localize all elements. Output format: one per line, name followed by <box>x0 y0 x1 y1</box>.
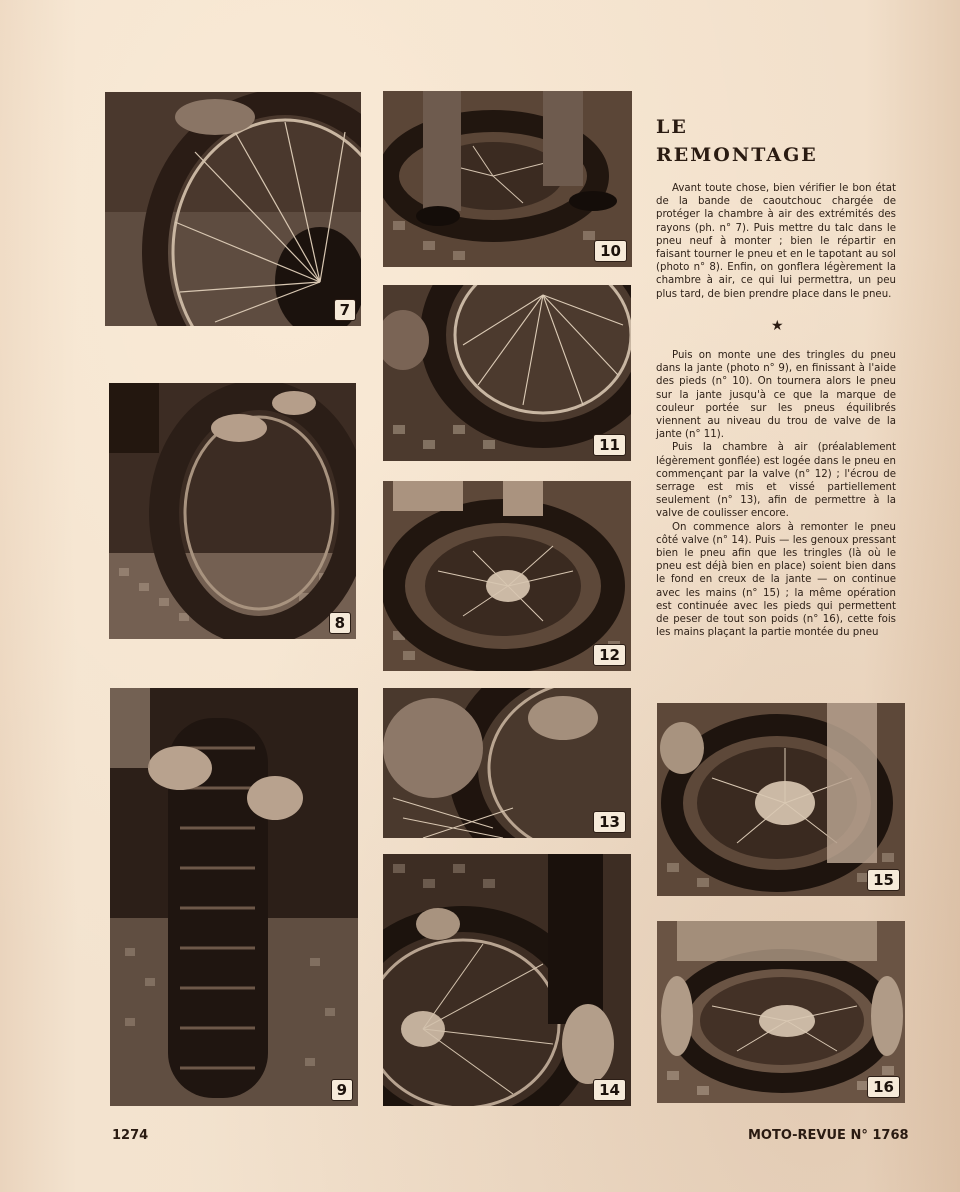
article-text-body <box>656 349 896 639</box>
photo-14-wheel-illustration <box>383 854 631 1106</box>
paragraph: On commence alors à remonter le pneu côté valve (n° 14). Puis — les genoux pressant bien le pneu afin que les tringles (là où le pneu est déjà bien en place) soient bien dans le fond en creux de la jante — on continue avec les mains (n° 15) ; la même opération est continuée avec les pieds qui permettent de peser de tout son poids (n° 16), cette fois les mains plaçant la partie montée du pneu <box>656 521 896 639</box>
photo-16 <box>657 921 905 1103</box>
photo-11-number: 11 <box>593 434 626 456</box>
photo-13-number: 13 <box>593 811 626 833</box>
article-title <box>656 113 896 169</box>
paragraph: Avant toute chose, bien vérifier le bon état de la bande de caoutchouc chargée de protéger la chambre à air des extrémités des rayons (ph. n° 7). Puis mettre du talc dans le pneu neuf à monter ; bien le répartir en faisant tourner le pneu et en le tapotant au sol (photo n° 8). Enfin, on gonflera légèrement la chambre à air, ce qui lui permettra, un peu plus tard, de bien prendre place dans le pneu. <box>656 183 896 300</box>
title-line-1: LE <box>656 116 688 138</box>
photo-14 <box>383 854 631 1106</box>
photo-9-number: 9 <box>331 1079 353 1101</box>
photo-7 <box>105 92 361 326</box>
photo-16-number: 16 <box>867 1076 900 1098</box>
photo-12-number: 12 <box>593 644 626 666</box>
photo-9 <box>110 688 358 1106</box>
photo-12-wheel-illustration <box>383 481 631 671</box>
paragraph: Puis la chambre à air (préalablement légèrement gonflée) est logée dans le pneu en commençant par la valve (n° 12) ; l'écrou de serrage est mis et vissé partiellement seulement (n° 13), afin de permettre à la valve de coulisser encore. <box>656 442 896 520</box>
photo-8-tire-illustration <box>109 383 356 639</box>
photo-8-number: 8 <box>329 612 351 634</box>
photo-15-number: 15 <box>867 869 900 891</box>
article-text-intro <box>656 182 896 301</box>
paragraph: Puis on monte une des tringles du pneu dans la jante (photo n° 9), en finissant à l'aide des pieds (n° 10). On tournera alors le pneu sur la jante jusqu'à ce que la marque de couleur portée sur les pneus équilibrés viennent au niveau du trou de valve de la jante (n° 11). <box>656 350 896 441</box>
title-line-2: REMONTAGE <box>656 144 818 166</box>
photo-7-wheel-illustration <box>105 92 361 326</box>
photo-15-wheel-illustration <box>657 703 905 896</box>
photo-11 <box>383 285 631 461</box>
photo-9-tire-illustration <box>110 688 358 1106</box>
page-number: 1274 <box>112 1128 149 1143</box>
photo-10 <box>383 91 632 267</box>
separator-star: ★ <box>771 318 784 334</box>
photo-10-number: 10 <box>594 240 627 262</box>
photo-12 <box>383 481 631 671</box>
photo-8 <box>109 383 356 639</box>
photo-13 <box>383 688 631 838</box>
photo-14-number: 14 <box>593 1079 626 1101</box>
magazine-issue: MOTO-REVUE N° 1768 <box>748 1128 909 1143</box>
photo-15 <box>657 703 905 896</box>
photo-7-number: 7 <box>334 299 356 321</box>
